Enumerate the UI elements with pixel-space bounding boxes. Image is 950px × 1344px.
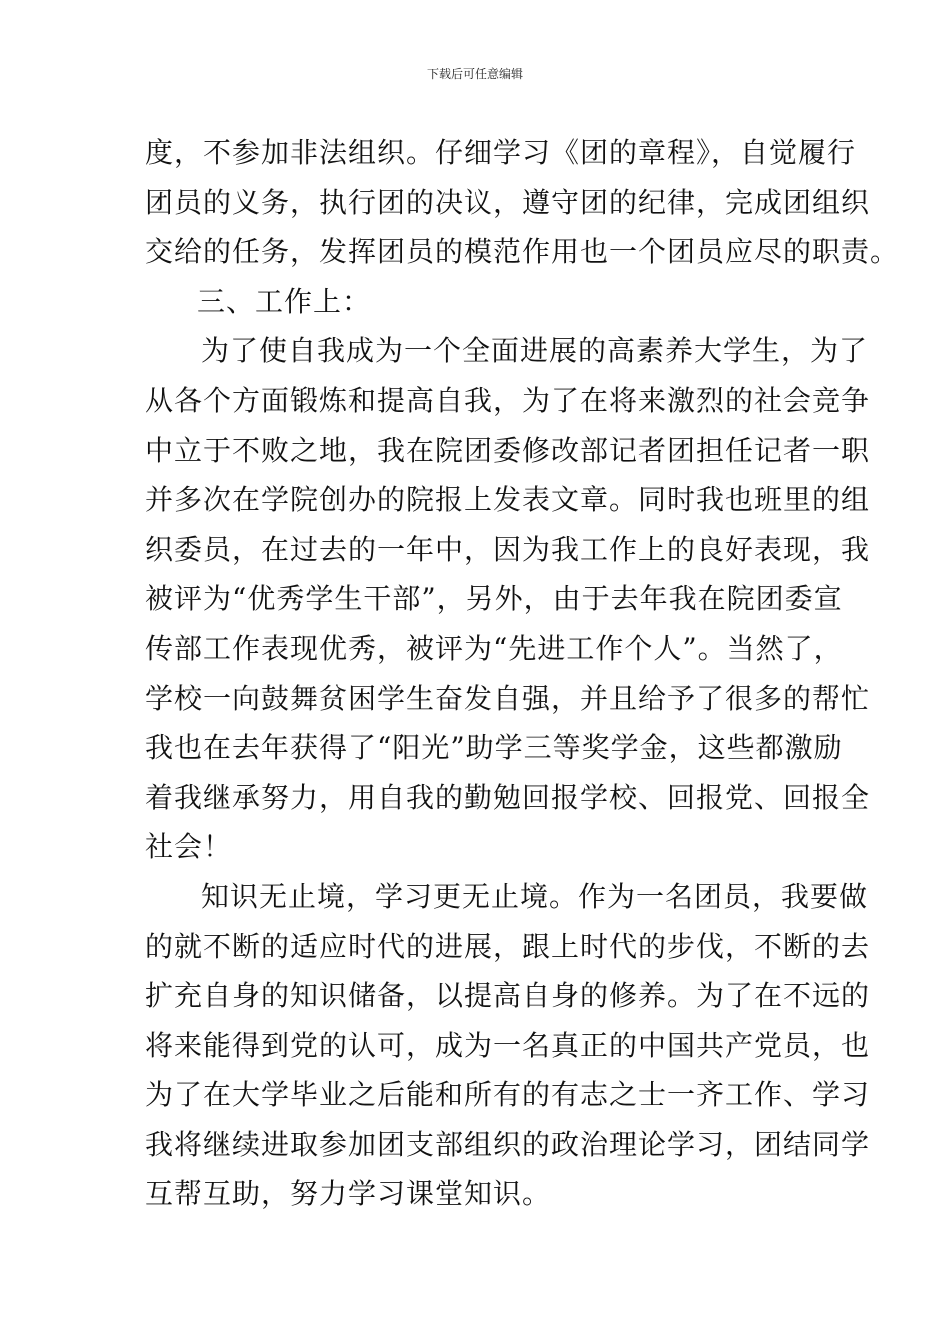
text-line: 将来能得到党的认可，成为一名真正的中国共产党员，也 — [145, 1028, 871, 1062]
text-line: 扩充自身的知识储备，以提高自身的修养。为了在不远的 — [145, 979, 871, 1013]
text-line: 的就不断的适应时代的进展，跟上时代的步伐，不断的去 — [145, 929, 871, 963]
text-line: 交给的任务，发挥团员的模范作用也一个团员应尽的职责。 — [145, 235, 900, 269]
text-line: 互帮互助，努力学习课堂知识。 — [145, 1177, 552, 1211]
paragraph-start-line: 为了使自我成为一个全面进展的高素养大学生，为了 — [201, 334, 869, 368]
text-line: 从各个方面锻炼和提高自我，为了在将来激烈的社会竞争 — [145, 383, 871, 417]
text-line: 着我继承努力，用自我的勤勉回报学校、回报党、回报全 — [145, 780, 871, 814]
text-line: 度，不参加非法组织。仔细学习《团的章程》，自觉履行 — [145, 136, 857, 169]
text-line: 社会！ — [145, 830, 233, 864]
text-line: 并多次在学院创办的院报上发表文章。同时我也班里的组 — [145, 483, 871, 517]
text-line: 中立于不败之地，我在院团委修改部记者团担任记者一职 — [145, 433, 871, 467]
text-line: 我也在去年获得了“阳光”助学三等奖学金，这些都激励 — [145, 731, 843, 765]
text-line: 团员的义务，执行团的决议，遵守团的纪律，完成团组织 — [145, 185, 871, 219]
text-line: 为了在大学毕业之后能和所有的有志之士一齐工作、学习 — [145, 1078, 871, 1112]
text-line: 学校一向鼓舞贫困学生奋发自强，并且给予了很多的帮忙 — [145, 681, 871, 715]
text-line: 传部工作表现优秀，被评为“先进工作个人”。当然了， — [145, 631, 843, 665]
page-header: 下载后可任意编辑 — [426, 67, 523, 81]
text-line: 织委员，在过去的一年中，因为我工作上的良好表现，我 — [145, 532, 871, 566]
section-heading: 三、工作上： — [197, 284, 372, 318]
document-body — [145, 128, 900, 1219]
text-line: 我将继续进取参加团支部组织的政治理论学习，团结同学 — [145, 1127, 871, 1161]
text-line: 被评为“优秀学生干部”，另外，由于去年我在院团委宣 — [145, 582, 843, 616]
paragraph-start-line: 知识无止境，学习更无止境。作为一名团员，我要做 — [201, 879, 869, 913]
